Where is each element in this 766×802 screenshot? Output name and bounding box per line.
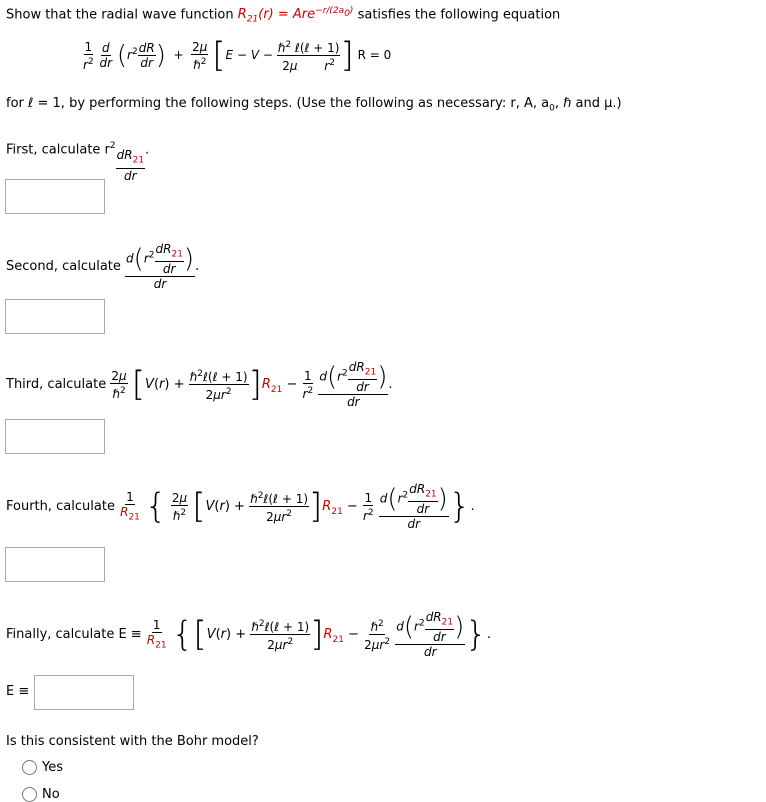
- condition-text: for ℓ = 1, by performing the following steps. (Use the following as necessary: r, A, $a_0$, ℏ and μ.): [6, 96, 622, 114]
- e-label: E ≡: [6, 684, 30, 699]
- energy-answer-input[interactable]: [34, 675, 134, 710]
- intro-text: Show that the radial wave function $R_{21}(r) = Are^{-r/(2a_0)}$ satisfies the following equation: [6, 6, 561, 25]
- fourth-step-label: Fourth, calculate $\frac{1}{R_{21}}$ { $\frac{2\mu}{\hbar^2}$ [V(r) + $\frac{\hbar^2\ell(\ell + 1)}{2\mu r^2}$ ]$R_{21}$ − $\frac{1}{r^2}$ $d(r^2$ $\frac{dR_{21}}{dr}$ ) dr }.: [6, 482, 475, 532]
- radial-equation: $\frac{1}{r^2}$ $\frac{d}{dr}$ ($r^2$ $\frac{dR}{dr}$ ) + $\frac{2\mu}{\hbar^2}$ [E − V − $\frac{\hbar^2 \ell(\ell + 1)}{2\mu r^2}$ ] R = 0: [83, 35, 392, 76]
- fourth-answer-input[interactable]: [5, 547, 105, 582]
- bohr-question: Is this consistent with the Bohr model?: [6, 734, 259, 749]
- first-step-label: First, calculate $r^2$ $\frac{dR_{21}}{dr}$ .: [6, 141, 150, 183]
- first-answer-input[interactable]: [5, 179, 105, 214]
- yes-radio[interactable]: [22, 760, 37, 775]
- no-radio[interactable]: [22, 787, 37, 802]
- second-step-label: Second, calculate $d(r^2$ $\frac{dR_{21}}{dr}$ ) dr .: [6, 242, 200, 292]
- third-step-label: Third, calculate $\frac{2\mu}{\hbar^2}$ [V(r) + $\frac{\hbar^2\ell(\ell + 1)}{2\mu r^2}$ ]$R_{21}$ − $\frac{1}{r^2}$ $d(r^2$ $\frac{dR_{21}}{dr}$ ) dr .: [6, 360, 393, 410]
- final-step-label: Finally, calculate E ≡ $\frac{1}{R_{21}}$ {[V(r) + $\frac{\hbar^2\ell(\ell + 1)}{2\mu r^2}$ ]$R_{21}$ − $\frac{\hbar^2}{2\mu r^2}$ $d(r^2$ $\frac{dR_{21}}{dr}$ ) dr }.: [6, 610, 492, 660]
- yes-label: Yes: [42, 760, 63, 775]
- second-answer-input[interactable]: [5, 299, 105, 334]
- third-answer-input[interactable]: [5, 419, 105, 454]
- no-label: No: [42, 787, 60, 802]
